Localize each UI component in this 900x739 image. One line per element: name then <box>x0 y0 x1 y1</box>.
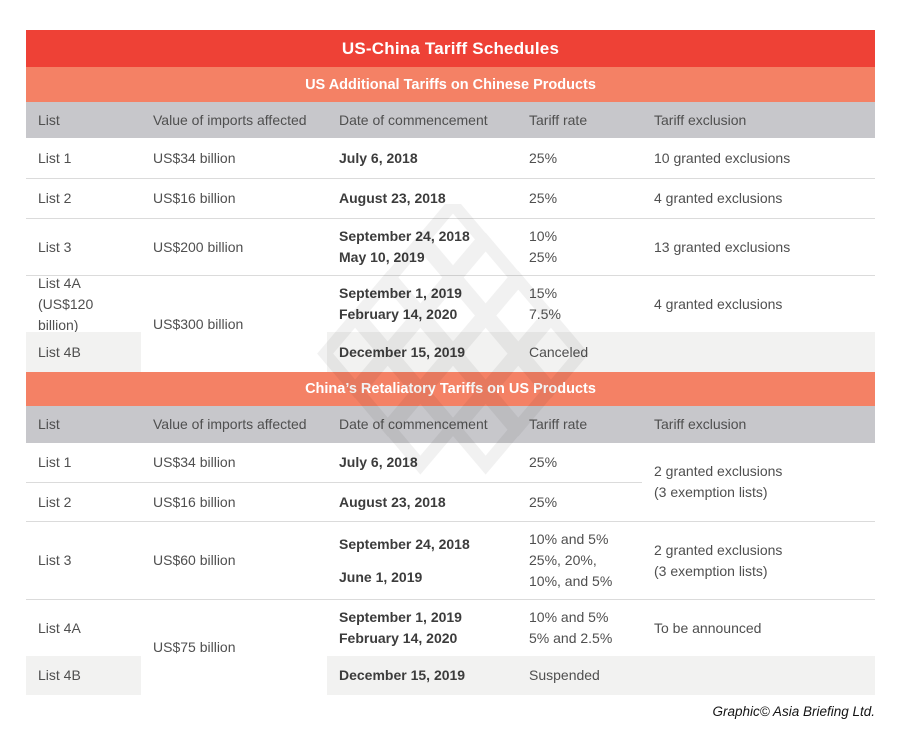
us-list4b-list: List 4B <box>26 332 141 372</box>
cn-list3-exclusion: 2 granted exclusions (3 exemption lists) <box>642 522 875 600</box>
us-list3-date: September 24, 2018 May 10, 2019 <box>327 219 517 276</box>
cn-list2-value: US$16 billion <box>141 483 327 522</box>
column-header-value: Value of imports affected <box>153 111 307 128</box>
table-body-us <box>26 138 875 372</box>
us-list4b-rate: Canceled <box>517 332 642 372</box>
column-header-date: Date of commencement <box>339 416 488 432</box>
cn-list4b-exclusion-empty <box>642 656 875 695</box>
us-list1-date: July 6, 2018 <box>327 138 517 179</box>
us-list1-value: US$34 billion <box>141 138 327 179</box>
column-header-exclusion: Tariff exclusion <box>654 111 747 128</box>
cn-list4a-list: List 4A <box>38 619 81 636</box>
cn-list4b-date: December 15, 2019 <box>327 656 517 695</box>
us-list4a-rate: 15% 7.5% <box>529 285 561 322</box>
cn-list1-value: US$34 billion <box>141 443 327 483</box>
cn-list3-list: List 3 <box>26 522 141 600</box>
column-header-value: Value of imports affected <box>153 416 307 432</box>
cn-list2-list: List 2 <box>26 483 141 522</box>
cn-list1-date: July 6, 2018 <box>327 443 517 483</box>
cn-list1-2-exclusion-merged: 2 granted exclusions (3 exemption lists) <box>642 443 875 522</box>
us-list3-exclusion: 13 granted exclusions <box>642 219 875 276</box>
us-list4a-list: List 4A (US$120 billion) <box>38 274 94 333</box>
cn-list1-list: List 1 <box>26 443 141 483</box>
column-header-date: Date of commencement <box>339 111 488 128</box>
us-list1-rate: 25% <box>517 138 642 179</box>
us-list2-value: US$16 billion <box>141 179 327 219</box>
page-title: US-China Tariff Schedules <box>26 30 875 67</box>
cn-list3-rate: 10% and 5% 25%, 20%, 10%, and 5% <box>517 522 642 600</box>
us-list1-exclusion: 10 granted exclusions <box>642 138 875 179</box>
cn-list2-date: August 23, 2018 <box>327 483 517 522</box>
tariff-table <box>26 30 875 695</box>
cn-list4b-rate: Suspended <box>517 656 642 695</box>
cn-list4a-date: September 1, 2019 February 14, 2020 <box>339 609 462 646</box>
graphic-credit: Graphic© Asia Briefing Ltd. <box>712 704 875 719</box>
us-list4a-date: September 1, 2019 February 14, 2020 <box>339 285 462 322</box>
us-list4a-exclusion: 4 granted exclusions <box>654 295 783 312</box>
cn-list4-value-merged: US$75 billion <box>153 639 236 655</box>
cn-list3-value: US$60 billion <box>141 522 327 600</box>
us-list4b-date: December 15, 2019 <box>327 332 517 372</box>
column-header-list: List <box>38 111 60 128</box>
us-list3-list: List 3 <box>26 219 141 276</box>
us-list2-date: August 23, 2018 <box>327 179 517 219</box>
column-header-rate: Tariff rate <box>529 416 588 432</box>
us-list2-list: List 2 <box>26 179 141 219</box>
cn-list2-rate: 25% <box>517 483 642 522</box>
column-header-row-cn <box>26 406 875 443</box>
section-header-us: US Additional Tariffs on Chinese Products <box>26 67 875 102</box>
section-header-cn: China’s Retaliatory Tariffs on US Products <box>26 372 875 406</box>
column-header-list: List <box>38 416 60 432</box>
cn-list3-date: September 24, 2018 June 1, 2019 <box>327 522 517 600</box>
us-list2-exclusion: 4 granted exclusions <box>642 179 875 219</box>
column-header-rate: Tariff rate <box>529 111 588 128</box>
us-list2-rate: 25% <box>517 179 642 219</box>
cn-list4b-list: List 4B <box>26 656 141 695</box>
table-body-cn <box>26 443 875 695</box>
us-list3-rate: 10% 25% <box>517 219 642 276</box>
column-header-exclusion: Tariff exclusion <box>654 416 747 432</box>
us-list1-list: List 1 <box>26 138 141 179</box>
cn-list1-rate: 25% <box>517 443 642 483</box>
cn-list4a-exclusion: To be announced <box>654 619 762 636</box>
cn-list4a-rate: 10% and 5% 5% and 2.5% <box>529 609 613 646</box>
column-header-row-us <box>26 102 875 138</box>
us-list3-value: US$200 billion <box>141 219 327 276</box>
us-list4-value-merged: US$300 billion <box>153 315 244 332</box>
us-list4b-exclusion-empty <box>642 332 875 372</box>
